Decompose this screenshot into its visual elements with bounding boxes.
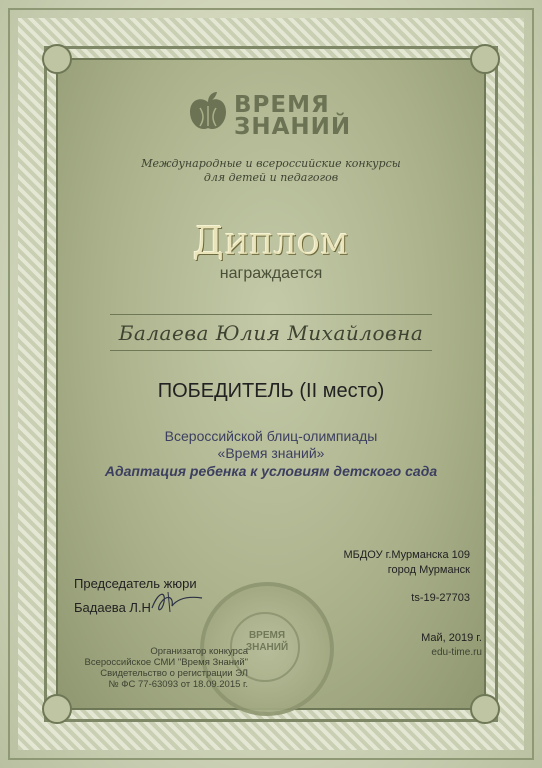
corner-ornament [470, 44, 500, 74]
stamp-text-line1: ВРЕМЯ [248, 630, 286, 641]
corner-ornament [42, 694, 72, 724]
organizer-block [58, 646, 248, 690]
organization-city: город Мурманск [387, 564, 470, 576]
recipient-name: Балаева Юлия Михайловна [118, 321, 424, 345]
website-link[interactable]: edu-time.ru [431, 647, 482, 658]
organizer-line3: Свидетельство о регистрации ЭЛ [100, 668, 248, 679]
event-topic: Адаптация ребенка к условиям детского сада [104, 463, 438, 479]
subtitle-line2: для детей и педагогов [203, 171, 339, 184]
place-text: ПОБЕДИТЕЛЬ (II место) [157, 380, 385, 402]
organizer-line1: Организатор конкурса [150, 646, 248, 657]
diploma-title: Диплом [192, 219, 350, 263]
organizer-line2: Всероссийское СМИ "Время Знаний" [84, 657, 248, 668]
awarded-text: награждается [219, 265, 323, 282]
organization-name: МБДОУ г.Мурманска 109 [343, 549, 470, 561]
subtitle-line1: Международные и всероссийские конкурсы [141, 157, 401, 170]
corner-ornament [470, 694, 500, 724]
event-line1: Всероссийской блиц-олимпиады [164, 428, 378, 444]
logo [186, 88, 366, 148]
organizer-line4: № ФС 77-63093 от 18.09.2015 г. [108, 679, 248, 690]
corner-ornament [42, 44, 72, 74]
name-bottom-rule [110, 350, 432, 351]
name-top-rule [110, 314, 432, 315]
event-line2: «Время знаний» [217, 445, 325, 461]
signature-icon [148, 586, 206, 616]
issue-date: Май, 2019 г. [421, 632, 482, 644]
certificate-code: ts-19-27703 [411, 592, 470, 604]
organization-block [343, 548, 470, 578]
apple-icon [186, 90, 230, 134]
jury-title: Председатель жюри [74, 576, 197, 591]
logo-text-line2: ЗНАНИЙ [234, 114, 352, 140]
stamp-text-line2: ЗНАНИЙ [245, 642, 289, 653]
logo-text-line1: ВРЕМЯ [234, 92, 330, 118]
jury-name: Бадаева Л.Н [74, 600, 151, 615]
